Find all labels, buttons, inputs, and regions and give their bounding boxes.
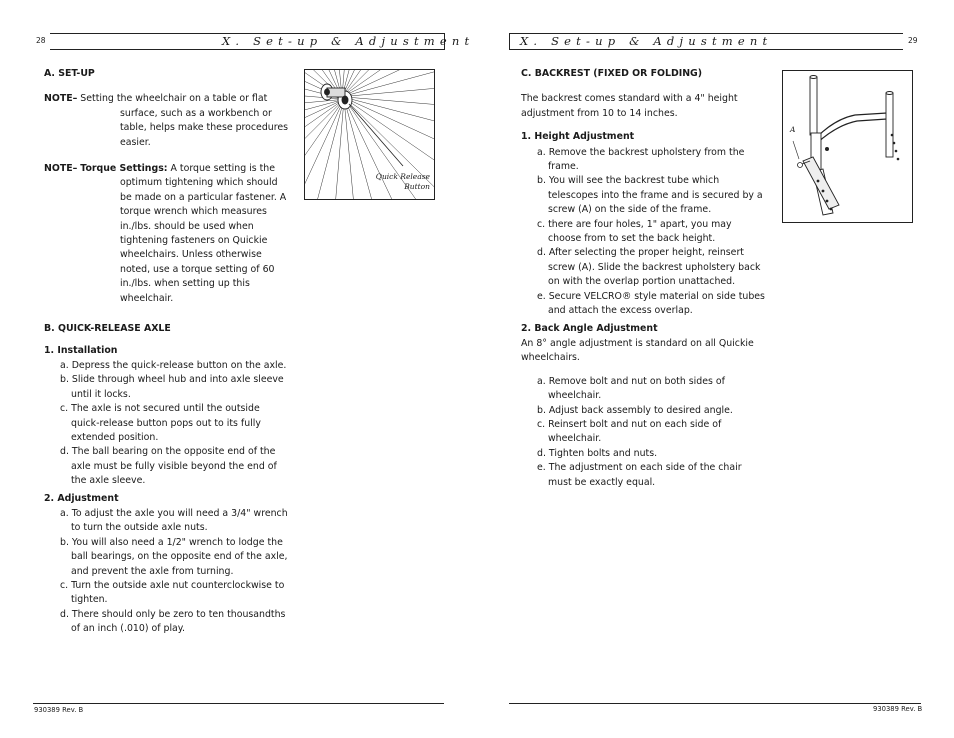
installation-item: c. The axle is not secured until the outside quick-release button pops out to its fully extended position. — [60, 403, 261, 443]
backrest-figure — [782, 70, 913, 223]
wheel-spoke — [305, 101, 340, 163]
section-c-title: C. BACKREST (FIXED OR FOLDING) — [521, 68, 703, 79]
wheel-spoke — [344, 103, 357, 199]
angle-item: e. The adjustment on each side of the chair must be exactly equal. — [537, 462, 742, 488]
angle-item: b. Adjust back assembly to desired angle. — [537, 404, 733, 416]
installation-item: b. Slide through wheel hub and into axle sleeve until it locks. — [60, 374, 284, 400]
left-column — [44, 67, 290, 637]
height-item: c. there are four holes, 1" apart, you may choose from to set the back height. — [537, 218, 732, 245]
adjustment-item: c. Turn the outside axle nut counterclockwise to tighten. — [60, 580, 285, 606]
right-header-bar — [509, 33, 903, 50]
caption-line: Button — [404, 182, 430, 191]
height-item: b. You will see the backrest tube which telescopes into the frame and is secured by a screw (A) on the side of the frame. — [537, 175, 763, 216]
left-page-number: 28 — [36, 36, 46, 45]
wheel-spoke — [347, 83, 434, 96]
wheel-spoke — [346, 70, 434, 95]
height-item: a. Remove the backrest upholstery from the frame. — [537, 146, 745, 173]
figure-label-a: A — [790, 125, 796, 134]
section-a-title: A. SET-UP — [44, 68, 95, 79]
figure-caption — [376, 172, 430, 192]
height-item: e. Secure VELCRO® style material on side tubes and attach the excess overlap. — [537, 290, 765, 317]
wheel-spoke — [347, 97, 434, 109]
right-column — [521, 67, 767, 490]
right-page-number: 29 — [908, 36, 918, 45]
note-label: NOTE– — [44, 163, 78, 175]
left-footer: 930389 Rev. B — [34, 706, 84, 714]
angle-intro: An 8° angle adjustment is standard on all Quickie wheelchairs. — [521, 337, 754, 364]
backrest-illustration — [783, 71, 912, 222]
right-header-title: X. Set-up & Adjustment — [520, 34, 773, 48]
wheel-spoke — [306, 103, 343, 199]
angle-item: c. Reinsert bolt and nut on each side of wheelchair. — [537, 418, 722, 445]
height-title: 1. Height Adjustment — [521, 131, 635, 143]
left-header-bar — [50, 33, 475, 50]
adjustment-item: d. There should only be zero to ten thousandths of an inch (.010) of play. — [60, 608, 286, 635]
installation-item: d. The ball bearing on the opposite end of the axle must be fully visible beyond the end of the axle sleeve. — [60, 446, 277, 487]
installation-item: a. Depress the quick-release button on the axle. — [60, 359, 287, 371]
height-item: d. After selecting the proper height, reinsert screw (A). Slide the backrest upholstery back on with the overlap portion unattached. — [537, 247, 761, 288]
wheel-spoke — [332, 103, 344, 199]
angle-item: d. Tighten bolts and nuts. — [537, 447, 658, 459]
right-footer-rule — [509, 703, 921, 704]
note-torque-heading: Torque Settings: — [80, 163, 168, 175]
backrest-intro: The backrest comes standard with a 4" height adjustment from 10 to 14 inches. — [521, 93, 738, 119]
note-setup — [44, 92, 290, 150]
adjustment-title: 2. Adjustment — [44, 492, 119, 504]
installation-title: 1. Installation — [44, 344, 118, 356]
wheel-spoke — [305, 103, 342, 199]
note-text: A torque setting is the optimum tightening which should be made on a particular fastener. A torque wrench which measures in./lbs. should be used when tightening fasteners on Quickie wheelchairs. Unless otherwise noted, use a torque setting of 60 in./lbs. when setting up this wheelchair. — [120, 163, 287, 304]
angle-item: a. Remove bolt and nut on both sides of wheelchair. — [537, 375, 725, 402]
quick-release-figure — [304, 69, 435, 200]
left-footer-rule — [33, 703, 444, 704]
right-footer: 930389 Rev. B — [873, 705, 923, 713]
wheel-spoke — [346, 70, 434, 94]
adjustment-item: a. To adjust the axle you will need a 3/4" wrench to turn the outside axle nuts. — [60, 507, 288, 534]
adjustment-item: b. You will also need a 1/2" wrench to lodge the ball bearings, on the opposite end of the axle, and prevent the axle from turning. — [60, 536, 288, 577]
section-b-title: B. QUICK-RELEASE AXLE — [44, 323, 171, 335]
note-torque — [44, 162, 290, 306]
wheel-spoke — [305, 102, 340, 186]
note-label: NOTE– — [44, 93, 78, 105]
wheel-spoke — [346, 70, 434, 96]
wheel-spoke — [347, 100, 434, 183]
caption-line: Quick Release — [375, 172, 430, 181]
left-header-title: X. Set-up & Adjustment — [222, 34, 475, 48]
note-text: Setting the wheelchair on a table or flat surface, such as a workbench or table, helps make these procedures easier. — [80, 93, 289, 148]
angle-title: 2. Back Angle Adjustment — [521, 322, 658, 334]
